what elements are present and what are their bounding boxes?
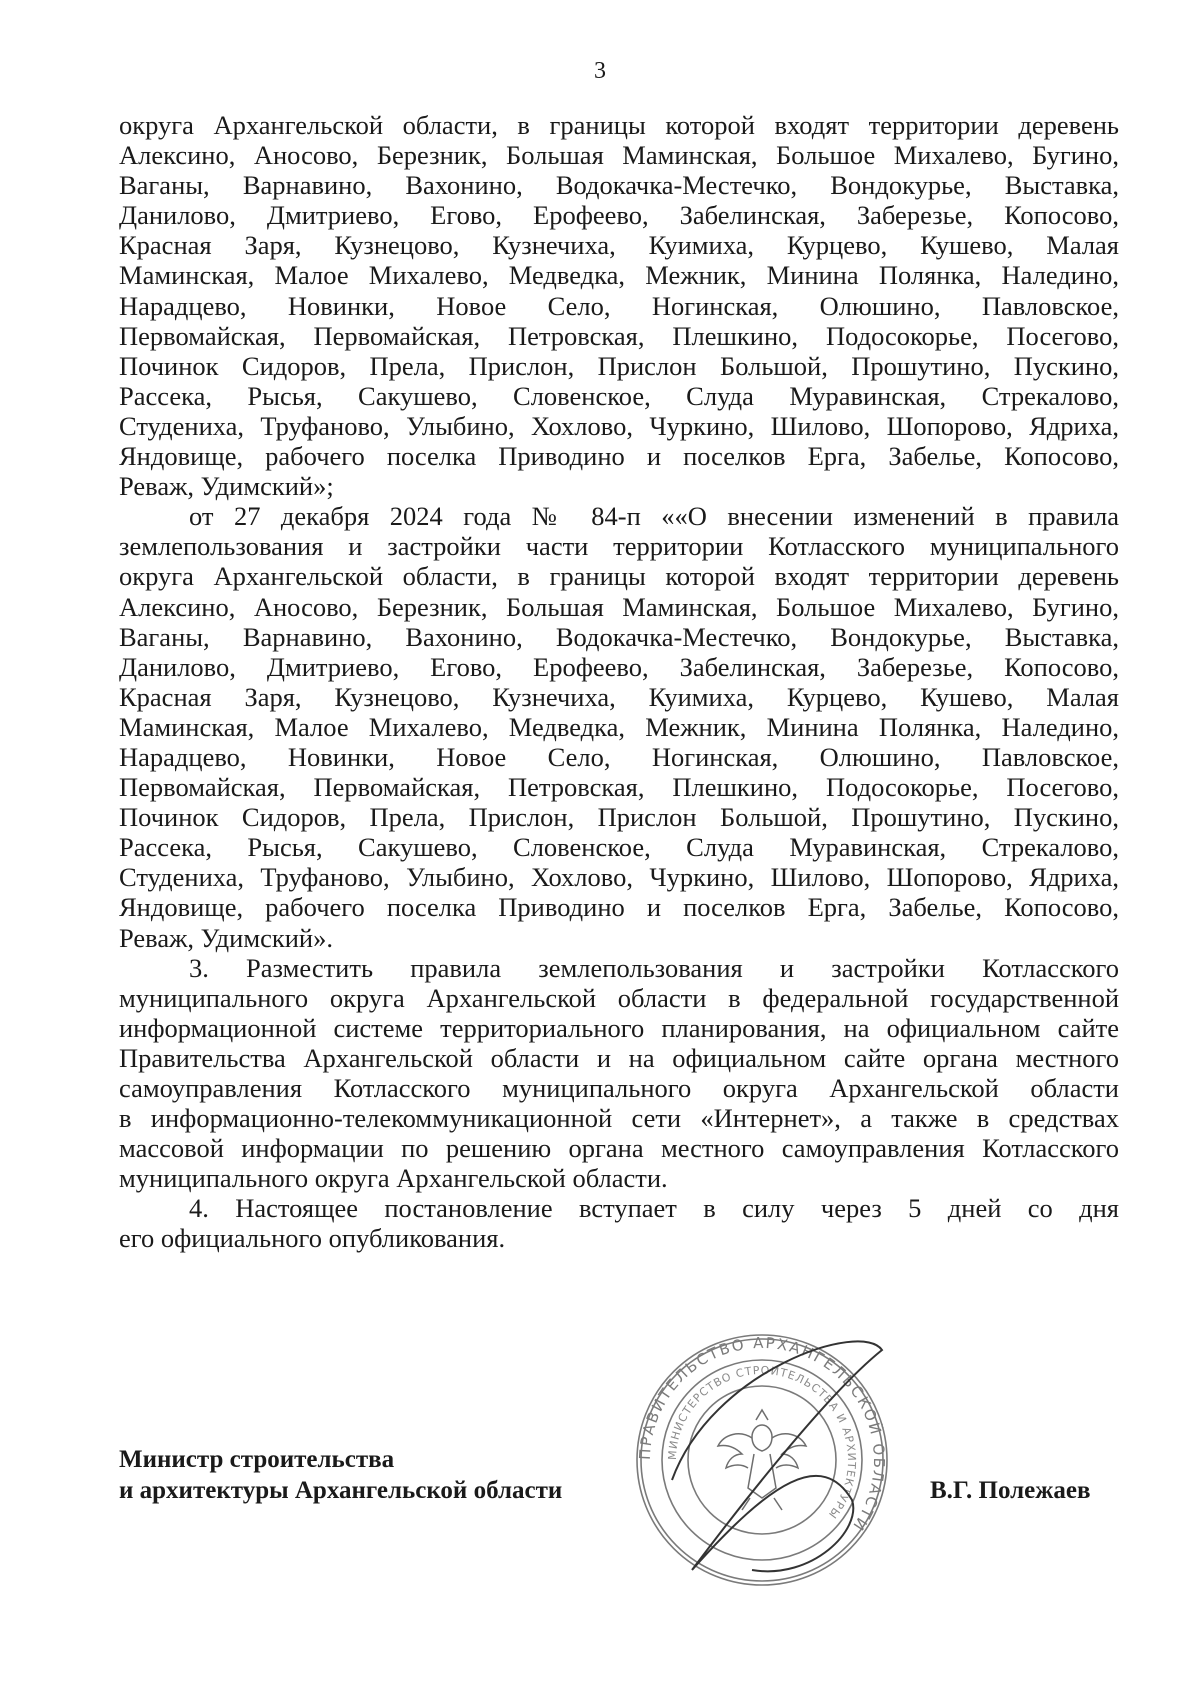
text-line: Реваж, Удимский». (119, 922, 333, 953)
text-line: его официального опубликования. (119, 1223, 506, 1254)
text-line: Правительства Архангельской области и на официальном сайте органа местного (119, 1042, 1119, 1073)
text-line: округа Архангельской области, в границы которой входят территории деревень (119, 561, 1119, 592)
seal-outer-text: ПРАВИТЕЛЬСТВО АРХАНГЕЛЬСКОЙ ОБЛАСТИ (635, 1333, 889, 1536)
text-line: Ваганы, Варнавино, Вахонино, Водокачка-Местечко, Вондокурье, Выставка, (119, 621, 1119, 652)
paragraph-2 (119, 501, 1119, 952)
text-line: землепользования и застройки части территории Котласского муниципального (119, 531, 1119, 562)
paragraph-4 (119, 1193, 1119, 1253)
text-line: Нарадцево, Новинки, Новое Село, Ногинская, Олюшино, Павловское, (119, 741, 1119, 772)
text-line: Первомайская, Первомайская, Петровская, Плешкино, Подосокорье, Посегово, (119, 772, 1119, 803)
text-line: Починок Сидоров, Прела, Прислон, Прислон Большой, Прошутино, Пускино, (119, 802, 1119, 833)
text-line: Данилово, Дмитриево, Егово, Ерофеево, Забелинская, Заберезье, Копосово, (119, 200, 1119, 231)
text-line: Рассека, Рысья, Сакушево, Словенское, Слуда Муравинская, Стрекалово, (119, 832, 1119, 863)
text-line: Алексино, Аносово, Березник, Большая Маминская, Большое Михалево, Бугино, (119, 140, 1119, 171)
text-line: муниципального округа Архангельской области. (119, 1163, 668, 1194)
text-line: Рассека, Рысья, Сакушево, Словенское, Слуда Муравинская, Стрекалово, (119, 380, 1119, 411)
text-line: Реваж, Удимский»; (119, 471, 334, 502)
text-line: 4. Настоящее постановление вступает в силу через 5 дней со дня (189, 1193, 1119, 1224)
text-line: Починок Сидоров, Прела, Прислон, Прислон Большой, Прошутино, Пускино, (119, 350, 1119, 381)
text-line: Красная Заря, Кузнецово, Кузнечиха, Куимиха, Курцево, Кушево, Малая (119, 681, 1119, 712)
text-line: Красная Заря, Кузнецово, Кузнечиха, Куимиха, Курцево, Кушево, Малая (119, 230, 1119, 261)
text-line: массовой информации по решению органа местного самоуправления Котласского (119, 1133, 1119, 1164)
text-line: муниципального округа Архангельской области в федеральной государственной (119, 982, 1119, 1013)
text-line: Данилово, Дмитриево, Егово, Ерофеево, Забелинская, Заберезье, Копосово, (119, 651, 1119, 682)
text-line: 3. Разместить правила землепользования и застройки Котласского (189, 952, 1119, 983)
text-line: округа Архангельской области, в границы которой входят территории деревень (119, 110, 1119, 140)
text-line: Маминская, Малое Михалево, Медведка, Межник, Минина Полянка, Наледино, (119, 711, 1119, 742)
seal-inner-text: МИНИСТЕРСТВО СТРОИТЕЛЬСТВА И АРХИТЕКТУРЫ (665, 1363, 859, 1522)
paragraph-1 (119, 110, 1119, 501)
text-line: Первомайская, Первомайская, Петровская, Плешкино, Подосокорье, Посегово, (119, 320, 1119, 351)
text-line: Яндовище, рабочего поселка Приводино и поселков Ерга, Забелье, Копосово, (119, 892, 1119, 923)
text-line: самоуправления Котласского муниципального округа Архангельской области (119, 1073, 1119, 1103)
page-number: 3 (594, 58, 606, 84)
text-line: Алексино, Аносово, Березник, Большая Маминская, Большое Михалево, Бугино, (119, 591, 1119, 622)
official-seal-stamp (632, 1330, 892, 1590)
eagle-emblem-icon (718, 1410, 806, 1510)
text-line: в информационно-телекоммуникационной сети «Интернет», а также в средствах (119, 1103, 1119, 1134)
text-line: Маминская, Малое Михалево, Медведка, Межник, Минина Полянка, Наледино, (119, 260, 1119, 291)
text-line: от 27 декабря 2024 года № 84-п ««О внесении изменений в правила (189, 501, 1119, 532)
document-body (119, 110, 1119, 1254)
text-line: Студениха, Труфаново, Улыбино, Хохлово, Чуркино, Шилово, Шопорово, Ядриха, (119, 862, 1119, 893)
position-line-1: Министр строительства (119, 1446, 395, 1473)
position-line-2: и архитектуры Архангельской области (119, 1477, 563, 1504)
text-line: Студениха, Труфаново, Улыбино, Хохлово, Чуркино, Шилово, Шопорово, Ядриха, (119, 410, 1119, 441)
text-line: Нарадцево, Новинки, Новое Село, Ногинская, Олюшино, Павловское, (119, 290, 1119, 321)
paragraph-3 (119, 953, 1119, 1194)
text-line: информационной системе территориального планирования, на официальном сайте (119, 1012, 1119, 1043)
text-line: Ваганы, Варнавино, Вахонино, Водокачка-Местечко, Вондокурье, Выставка, (119, 170, 1119, 201)
signatory-name: В.Г. Полежаев (930, 1477, 1091, 1504)
signatory-position (119, 1444, 562, 1506)
text-line: Яндовище, рабочего поселка Приводино и поселков Ерга, Забелье, Копосово, (119, 441, 1119, 472)
